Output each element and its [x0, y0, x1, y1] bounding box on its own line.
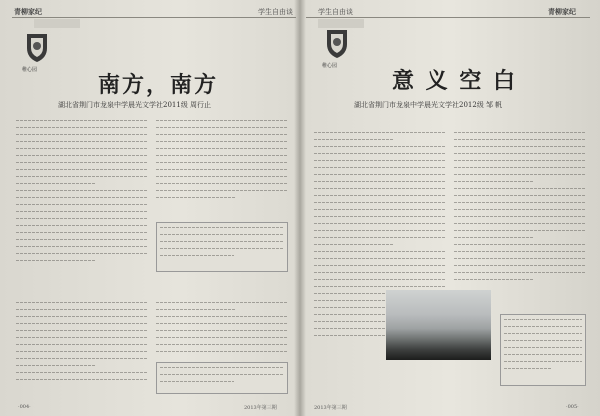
- page-number: ·004·: [18, 404, 31, 410]
- byline: 湖北省荆门市龙泉中学晨光文学社2012级 邹 帆: [354, 101, 503, 109]
- sea-photo: [386, 290, 491, 360]
- logo-caption: 稚心园: [322, 63, 338, 69]
- body-column-2: [156, 120, 288, 204]
- page-title: 意 义 空 白: [392, 69, 517, 94]
- school-crest-icon: [24, 30, 50, 64]
- page-footer: 2013年第三期: [314, 405, 347, 411]
- header-rule: [12, 17, 296, 18]
- body-column-3: [16, 302, 148, 386]
- body-column-4: [156, 302, 288, 358]
- header-rule: [306, 17, 590, 18]
- editor-note-box: [156, 222, 288, 272]
- school-crest-icon: [324, 26, 350, 60]
- comment-box: [156, 362, 288, 394]
- running-head-left: 学生自由谈: [318, 8, 353, 16]
- running-head-right: 青柳家纪: [548, 7, 576, 16]
- body-column-1: [16, 120, 148, 267]
- running-head-left: 青柳家纪: [14, 7, 42, 16]
- page-title: 南方，南方: [98, 73, 219, 98]
- header-tab: [34, 19, 80, 28]
- page-number: ·005·: [566, 404, 579, 410]
- page-footer: 2013年第三期: [244, 405, 277, 411]
- byline: 湖北省荆门市龙泉中学晨光文学社2011级 周行止: [58, 101, 212, 109]
- editor-note-box: [500, 314, 586, 386]
- body-column-2: [454, 132, 586, 286]
- logo-caption: 稚心园: [22, 67, 38, 73]
- running-head-right: 学生自由谈: [258, 8, 293, 16]
